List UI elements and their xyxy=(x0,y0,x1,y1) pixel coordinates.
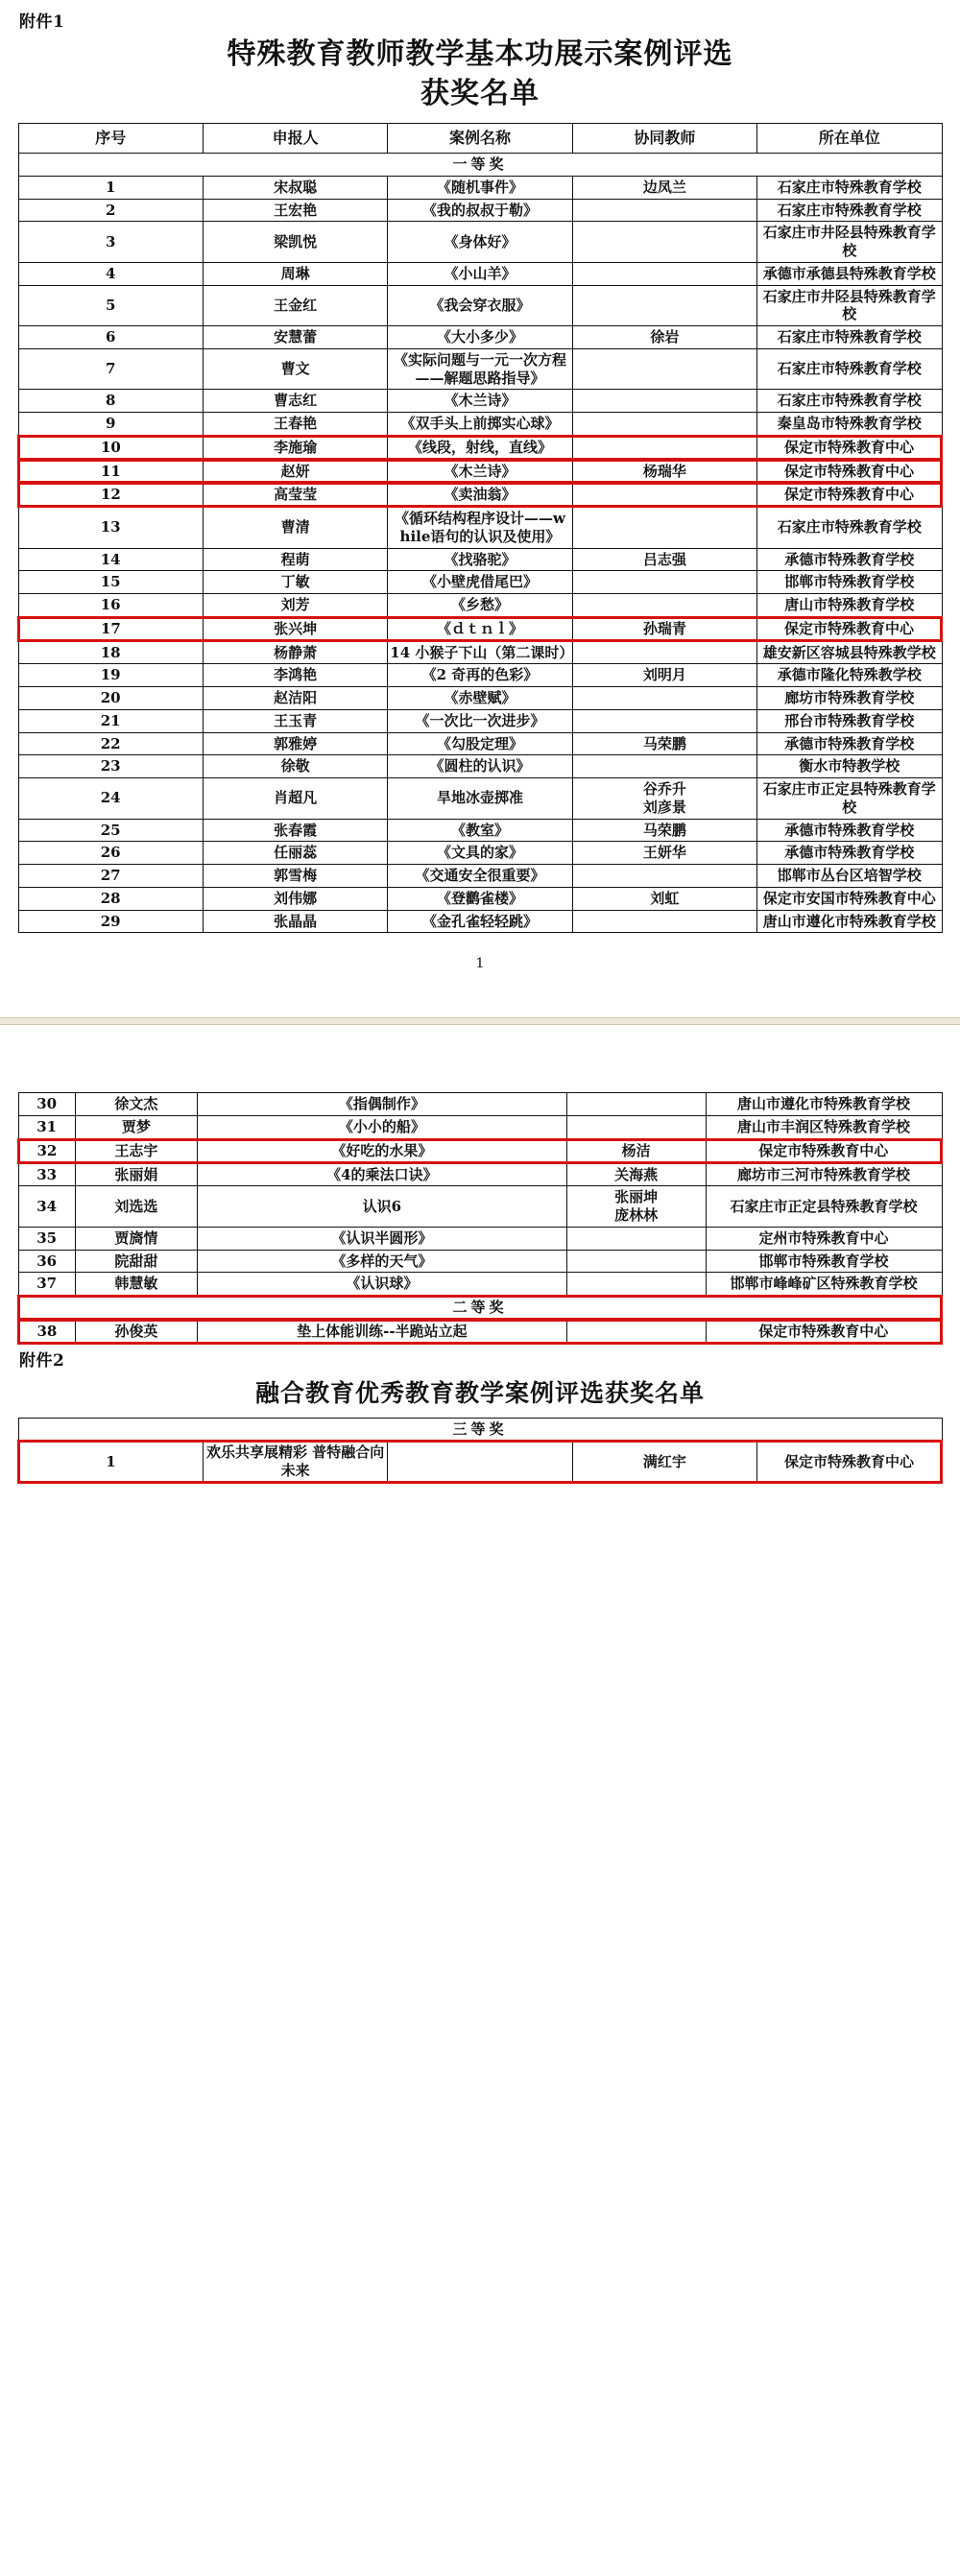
cell-coop xyxy=(572,755,756,778)
cell-case: 《小山羊》 xyxy=(388,262,572,285)
cell-no: 5 xyxy=(18,285,203,326)
table-row xyxy=(18,887,942,910)
cell-unit: 保定市特殊教育中心 xyxy=(706,1320,942,1344)
cell-case: 14 小猴子下山（第二课时） xyxy=(388,641,572,664)
cell-no: 33 xyxy=(18,1163,75,1186)
cell-unit: 石家庄市正定县特殊教育学校 xyxy=(706,1186,942,1228)
cell-no: 9 xyxy=(18,413,203,436)
page-title-line-1: 特殊教育教师教学基本功展示案例评选 xyxy=(227,37,733,71)
table-row xyxy=(18,285,942,326)
cell-no: 8 xyxy=(18,390,203,413)
cell-applicant: 曹文 xyxy=(203,348,387,390)
cell-applicant: 郭雅婷 xyxy=(203,732,387,755)
cell-case: 《小小的船》 xyxy=(198,1116,567,1139)
cell-unit: 石家庄市井陉县特殊教育学校 xyxy=(757,285,942,326)
cell-unit: 廊坊市特殊教育学校 xyxy=(757,687,942,710)
cell-applicant: 张丽娟 xyxy=(75,1163,197,1186)
cell-applicant: 刘芳 xyxy=(203,594,387,617)
cell-no: 27 xyxy=(18,865,203,888)
table-row xyxy=(18,755,942,778)
cell-coop xyxy=(566,1116,706,1139)
cell-unit: 承德市承德县特殊教育学校 xyxy=(757,262,942,285)
cell-coop: 吕志强 xyxy=(572,548,756,571)
cell-case: 《找骆驼》 xyxy=(388,548,572,571)
cell-applicant: 贾梦 xyxy=(75,1116,197,1139)
cell-case: 《随机事件》 xyxy=(388,176,572,199)
cell-coop xyxy=(572,594,756,617)
cell-unit: 廊坊市三河市特殊教育学校 xyxy=(706,1163,942,1186)
table-row xyxy=(18,199,942,222)
cell-no: 18 xyxy=(18,641,203,664)
cell-case: 《赤壁赋》 xyxy=(388,687,572,710)
table-row xyxy=(18,1186,942,1228)
cell-applicant: 张兴坤 xyxy=(203,617,387,641)
cell-coop xyxy=(572,285,756,326)
cell-no: 16 xyxy=(18,594,203,617)
cell-case: 《金孔雀轻轻跳》 xyxy=(388,910,572,933)
cell-applicant: 王志宇 xyxy=(75,1139,197,1163)
column-header-coop: 协同教师 xyxy=(572,124,756,154)
table-row xyxy=(18,842,942,865)
cell-no: 6 xyxy=(18,326,203,349)
cell-unit: 保定市特殊教育中心 xyxy=(706,1139,942,1163)
cell-unit: 邯郸市特殊教育学校 xyxy=(757,571,942,594)
cell-applicant: 杨静萧 xyxy=(203,641,387,664)
cell-applicant: 孙俊英 xyxy=(75,1320,197,1344)
cell-coop xyxy=(572,709,756,732)
cell-case: 《实际问题与一元一次方程——解题思路指导》 xyxy=(388,348,572,390)
cell-unit: 石家庄市特殊教育学校 xyxy=(757,326,942,349)
cell-no: 34 xyxy=(18,1186,75,1228)
cell-applicant: 赵妍 xyxy=(203,460,387,484)
cell-unit: 邯郸市特殊教育学校 xyxy=(706,1250,942,1273)
cell-no: 24 xyxy=(18,778,203,820)
section-header-label: 三等奖 xyxy=(18,1418,942,1441)
column-header-unit: 所在单位 xyxy=(757,124,942,154)
cell-unit: 承德市特殊教育学校 xyxy=(757,732,942,755)
cell-case: 《一次比一次进步》 xyxy=(388,709,572,732)
cell-case: 《线段，射线，直线》 xyxy=(388,436,572,460)
cell-case: 《登鹳雀楼》 xyxy=(388,887,572,910)
section-header-row xyxy=(18,1296,942,1320)
cell-case: 旱地冰壶掷准 xyxy=(388,778,572,820)
cell-case: 垫上体能训练--半跪站立起 xyxy=(198,1320,567,1344)
cell-coop: 杨洁 xyxy=(566,1139,706,1163)
cell-applicant: 曹清 xyxy=(203,507,387,548)
award-table-3 xyxy=(17,1418,943,1484)
cell-no: 17 xyxy=(18,617,203,641)
cell-unit: 保定市特殊教育中心 xyxy=(757,460,942,484)
table-row xyxy=(18,548,942,571)
cell-applicant: 李鸿艳 xyxy=(203,664,387,687)
cell-applicant: 程萌 xyxy=(203,548,387,571)
cell-no: 19 xyxy=(18,664,203,687)
cell-coop: 王妍华 xyxy=(572,842,756,865)
cell-unit: 石家庄市特殊教育学校 xyxy=(757,390,942,413)
cell-no: 10 xyxy=(18,436,203,460)
cell-case: 《认识球》 xyxy=(198,1273,567,1296)
cell-applicant: 徐敬 xyxy=(203,755,387,778)
cell-coop: 刘虹 xyxy=(572,887,756,910)
cell-applicant: 赵洁阳 xyxy=(203,687,387,710)
table-row xyxy=(18,390,942,413)
cell-coop: 张丽坤 庞林林 xyxy=(566,1186,706,1228)
cell-coop: 关海燕 xyxy=(566,1163,706,1186)
table-row xyxy=(18,594,942,617)
table-row xyxy=(18,687,942,710)
cell-case: 《我会穿衣服》 xyxy=(388,285,572,326)
cell-case: 《多样的天气》 xyxy=(198,1250,567,1273)
cell-coop xyxy=(566,1320,706,1344)
cell-coop: 孙瑞青 xyxy=(572,617,756,641)
cell-unit: 雄安新区容城县特殊教学校 xyxy=(757,641,942,664)
table-header-row xyxy=(18,124,942,154)
cell-coop: 马荣鹏 xyxy=(572,732,756,755)
cell-no: 32 xyxy=(18,1139,75,1163)
table-row xyxy=(18,709,942,732)
cell-applicant: 张晶晶 xyxy=(203,910,387,933)
cell-no: 14 xyxy=(18,548,203,571)
cell-unit: 唐山市遵化市特殊教育学校 xyxy=(757,910,942,933)
cell-no: 23 xyxy=(18,755,203,778)
table-row xyxy=(18,507,942,548)
cell-coop: 谷乔升 刘彦景 xyxy=(572,778,756,820)
page-title-2: 融合教育优秀教育教学案例评选获奖名单 xyxy=(254,1378,705,1407)
cell-unit: 唐山市丰润区特殊教育学校 xyxy=(706,1116,942,1139)
cell-no: 38 xyxy=(18,1320,75,1344)
table-row xyxy=(18,1139,942,1163)
cell-unit: 邯郸市峰峰矿区特殊教育学校 xyxy=(706,1273,942,1296)
cell-coop xyxy=(572,413,756,436)
table-row xyxy=(18,865,942,888)
cell-no: 1 xyxy=(18,1441,203,1483)
cell-applicant: 郭雪梅 xyxy=(203,865,387,888)
table-row xyxy=(18,641,942,664)
cell-case: 《大小多少》 xyxy=(388,326,572,349)
cell-no: 36 xyxy=(18,1250,75,1273)
section-header-label: 二等奖 xyxy=(18,1296,942,1320)
cell-case: 《ｄｔｎｌ》 xyxy=(388,617,572,641)
table-row xyxy=(18,436,942,460)
cell-coop xyxy=(572,483,756,507)
cell-unit: 石家庄市特殊教育学校 xyxy=(757,199,942,222)
table-row xyxy=(18,819,942,842)
cell-case: 《认识半圆形》 xyxy=(198,1227,567,1250)
scan-edge-divider xyxy=(0,1017,960,1025)
document-page-1 xyxy=(0,0,960,971)
cell-coop xyxy=(566,1273,706,1296)
table-row xyxy=(18,483,942,507)
table-row xyxy=(18,326,942,349)
cell-coop: 徐岩 xyxy=(572,326,756,349)
table-row xyxy=(18,222,942,263)
cell-case: 《木兰诗》 xyxy=(388,390,572,413)
cell-unit: 保定市安国市特殊教育中心 xyxy=(757,887,942,910)
table-row xyxy=(18,1250,942,1273)
cell-coop: 满红宇 xyxy=(572,1441,756,1483)
cell-unit: 保定市特殊教育中心 xyxy=(757,1441,942,1483)
cell-no: 12 xyxy=(18,483,203,507)
award-table-2 xyxy=(17,1092,943,1344)
cell-applicant: 张春霞 xyxy=(203,819,387,842)
cell-case: 《乡愁》 xyxy=(388,594,572,617)
cell-case: 《圆柱的认识》 xyxy=(388,755,572,778)
section-header-row xyxy=(18,154,942,177)
cell-applicant: 贾旖情 xyxy=(75,1227,197,1250)
cell-case: 《勾股定理》 xyxy=(388,732,572,755)
cell-unit: 邯郸市丛台区培智学校 xyxy=(757,865,942,888)
cell-coop xyxy=(572,222,756,263)
cell-no: 3 xyxy=(18,222,203,263)
cell-unit: 石家庄市特殊教育学校 xyxy=(757,507,942,548)
cell-coop xyxy=(572,641,756,664)
cell-no: 31 xyxy=(18,1116,75,1139)
cell-no: 11 xyxy=(18,460,203,484)
attachment-label-1: 附件1 xyxy=(19,12,65,32)
table-row xyxy=(18,1163,942,1186)
cell-case: 《指偶制作》 xyxy=(198,1093,567,1116)
cell-case: 《文具的家》 xyxy=(388,842,572,865)
cell-unit: 保定市特殊教育中心 xyxy=(757,436,942,460)
cell-case: 《小壁虎借尾巴》 xyxy=(388,571,572,594)
cell-applicant: 肖超凡 xyxy=(203,778,387,820)
section-header-row xyxy=(18,1418,942,1441)
cell-applicant: 王宏艳 xyxy=(203,199,387,222)
cell-unit: 石家庄市井陉县特殊教育学校 xyxy=(757,222,942,263)
page-title-line-2: 获奖名单 xyxy=(420,76,540,110)
cell-no: 30 xyxy=(18,1093,75,1116)
cell-coop xyxy=(572,865,756,888)
cell-case xyxy=(388,1441,572,1483)
cell-coop xyxy=(566,1227,706,1250)
cell-no: 28 xyxy=(18,887,203,910)
cell-no: 22 xyxy=(18,732,203,755)
cell-no: 35 xyxy=(18,1227,75,1250)
cell-applicant: 院甜甜 xyxy=(75,1250,197,1273)
table-row xyxy=(18,617,942,641)
cell-applicant: 宋叔聪 xyxy=(203,176,387,199)
cell-coop xyxy=(572,507,756,548)
table-row xyxy=(18,664,942,687)
cell-case: 《4的乘法口诀》 xyxy=(198,1163,567,1186)
table-row xyxy=(18,1227,942,1250)
cell-case: 《卖油翁》 xyxy=(388,483,572,507)
section-header-label: 一等奖 xyxy=(18,154,942,177)
award-table-1 xyxy=(17,123,943,933)
cell-unit: 邢台市特殊教育学校 xyxy=(757,709,942,732)
cell-case: 《好吃的水果》 xyxy=(198,1139,567,1163)
table-row xyxy=(18,571,942,594)
cell-applicant: 任丽蕊 xyxy=(203,842,387,865)
cell-applicant: 高莹莹 xyxy=(203,483,387,507)
cell-coop xyxy=(572,436,756,460)
cell-unit: 承德市特殊教育学校 xyxy=(757,819,942,842)
cell-unit: 承德市特殊教育学校 xyxy=(757,548,942,571)
cell-unit: 保定市特殊教育中心 xyxy=(757,483,942,507)
table-row xyxy=(18,910,942,933)
cell-no: 13 xyxy=(18,507,203,548)
cell-applicant: 安慧蕾 xyxy=(203,326,387,349)
table-row xyxy=(18,1320,942,1344)
column-header-case: 案例名称 xyxy=(388,124,572,154)
cell-coop xyxy=(572,348,756,390)
cell-no: 15 xyxy=(18,571,203,594)
cell-case: 《交通安全很重要》 xyxy=(388,865,572,888)
cell-unit: 衡水市特教学校 xyxy=(757,755,942,778)
cell-applicant: 刘选选 xyxy=(75,1186,197,1228)
cell-unit: 承德市隆化特殊教学校 xyxy=(757,664,942,687)
cell-no: 26 xyxy=(18,842,203,865)
cell-no: 21 xyxy=(18,709,203,732)
cell-no: 37 xyxy=(18,1273,75,1296)
table-row xyxy=(18,1273,942,1296)
page-top-strip xyxy=(0,1025,960,1035)
attachment-label-2: 附件2 xyxy=(19,1350,65,1371)
table-row xyxy=(18,413,942,436)
cell-case: 《木兰诗》 xyxy=(388,460,572,484)
page-number-1: 1 xyxy=(475,956,485,972)
cell-applicant: 梁凯悦 xyxy=(203,222,387,263)
cell-coop xyxy=(572,390,756,413)
cell-applicant: 王玉青 xyxy=(203,709,387,732)
cell-coop xyxy=(572,571,756,594)
cell-no: 25 xyxy=(18,819,203,842)
cell-unit: 秦皇岛市特殊教育学校 xyxy=(757,413,942,436)
cell-applicant: 王金红 xyxy=(203,285,387,326)
cell-applicant: 欢乐共享展精彩 普特融合向未来 xyxy=(203,1441,387,1483)
cell-coop xyxy=(566,1093,706,1116)
cell-coop xyxy=(572,910,756,933)
cell-applicant: 刘伟娜 xyxy=(203,887,387,910)
table-row xyxy=(18,1093,942,1116)
cell-unit: 承德市特殊教育学校 xyxy=(757,842,942,865)
cell-unit: 定州市特殊教育中心 xyxy=(706,1227,942,1250)
cell-case: 《循环结构程序设计——while语句的认识及使用》 xyxy=(388,507,572,548)
table-row xyxy=(18,460,942,484)
cell-case: 《2 奇再的色彩》 xyxy=(388,664,572,687)
cell-coop: 边凤兰 xyxy=(572,176,756,199)
cell-applicant: 王春艳 xyxy=(203,413,387,436)
cell-unit: 石家庄市特殊教育学校 xyxy=(757,348,942,390)
cell-applicant: 韩慧敏 xyxy=(75,1273,197,1296)
page-break-gap xyxy=(0,981,960,1017)
document-page-2 xyxy=(0,1035,960,1484)
table-row xyxy=(18,778,942,820)
cell-unit: 唐山市遵化市特殊教育学校 xyxy=(706,1093,942,1116)
table-row xyxy=(18,732,942,755)
cell-no: 4 xyxy=(18,262,203,285)
cell-unit: 石家庄市特殊教育学校 xyxy=(757,176,942,199)
cell-coop xyxy=(572,687,756,710)
table-row xyxy=(18,176,942,199)
cell-case: 《身体好》 xyxy=(388,222,572,263)
cell-no: 1 xyxy=(18,176,203,199)
cell-coop xyxy=(566,1250,706,1273)
table-row xyxy=(18,1441,942,1483)
cell-coop: 刘明月 xyxy=(572,664,756,687)
cell-no: 2 xyxy=(18,199,203,222)
cell-unit: 石家庄市正定县特殊教育学校 xyxy=(757,778,942,820)
page-title-1 xyxy=(17,36,943,113)
cell-case: 认识6 xyxy=(198,1186,567,1228)
column-header-applicant: 申报人 xyxy=(203,124,387,154)
cell-applicant: 周琳 xyxy=(203,262,387,285)
table-row xyxy=(18,262,942,285)
cell-case: 《双手头上前掷实心球》 xyxy=(388,413,572,436)
table-row xyxy=(18,348,942,390)
cell-no: 20 xyxy=(18,687,203,710)
cell-coop xyxy=(572,199,756,222)
cell-applicant: 李施瑜 xyxy=(203,436,387,460)
cell-case: 《教室》 xyxy=(388,819,572,842)
cell-coop: 杨瑞华 xyxy=(572,460,756,484)
column-header-no: 序号 xyxy=(18,124,203,154)
cell-coop: 马荣鹏 xyxy=(572,819,756,842)
cell-no: 7 xyxy=(18,348,203,390)
cell-case: 《我的叔叔于勒》 xyxy=(388,199,572,222)
table-row xyxy=(18,1116,942,1139)
cell-applicant: 徐文杰 xyxy=(75,1093,197,1116)
cell-no: 29 xyxy=(18,910,203,933)
cell-coop xyxy=(572,262,756,285)
cell-unit: 唐山市特殊教育学校 xyxy=(757,594,942,617)
cell-applicant: 曹志红 xyxy=(203,390,387,413)
cell-applicant: 丁敏 xyxy=(203,571,387,594)
cell-unit: 保定市特殊教育中心 xyxy=(757,617,942,641)
